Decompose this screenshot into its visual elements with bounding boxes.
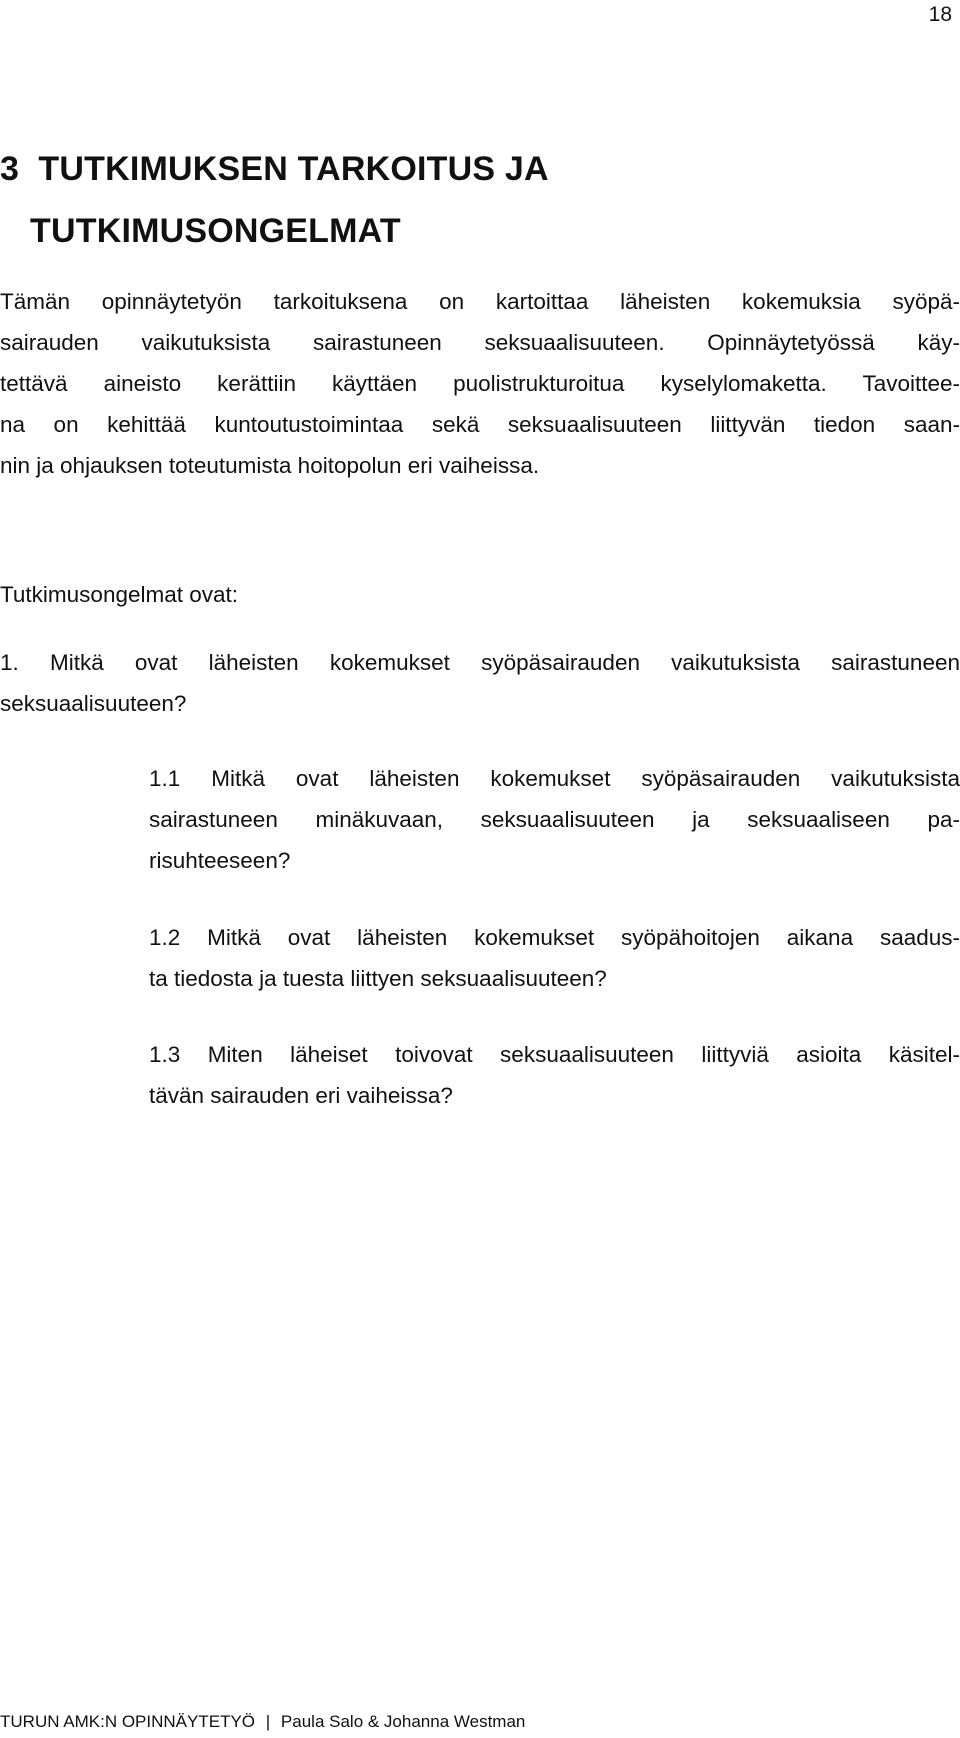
research-problems-label-text: Tutkimusongelmat ovat:	[0, 582, 239, 607]
research-question-1-3-line: tävän sairauden eri vaiheissa?	[149, 1083, 453, 1108]
research-question-1-1-line: risuhteeseen?	[149, 848, 291, 873]
research-question-1-1	[149, 758, 960, 881]
research-question-1-3	[149, 1034, 960, 1116]
research-question-1-line: seksuaalisuuteen?	[0, 691, 187, 716]
intro-line: tettävä aineisto kerättiin käyttäen puolistrukturoitua kyselylomaketta. Tavoittee-	[0, 371, 960, 396]
intro-line: sairauden vaikutuksista sairastuneen seksuaalisuuteen. Opinnäytetyössä käy-	[0, 330, 960, 355]
chapter-heading	[0, 138, 549, 262]
footer-authors: Paula Salo & Johanna Westman	[280, 1712, 526, 1731]
intro-line: nin ja ohjauksen toteutumista hoitopolun eri vaiheissa.	[0, 453, 540, 478]
research-question-1-1-line: sairastuneen minäkuvaan, seksuaalisuuteen ja seksuaaliseen pa-	[149, 807, 960, 832]
research-question-1-1-line: 1.1 Mitkä ovat läheisten kokemukset syöpäsairauden vaikutuksista	[149, 766, 960, 791]
page-number: 18	[928, 3, 952, 26]
research-question-1-2-line: ta tiedosta ja tuesta liittyen seksuaalisuuteen?	[149, 966, 607, 991]
research-question-1-3-line: 1.3 Miten läheiset toivovat seksuaalisuuteen liittyviä asioita käsitel-	[149, 1042, 960, 1067]
intro-paragraph	[0, 281, 960, 486]
research-question-1-2-line: 1.2 Mitkä ovat läheisten kokemukset syöpähoitojen aikana saadus-	[149, 925, 960, 950]
footer-institution: TURUN AMK:N OPINNÄYTETYÖ	[0, 1712, 256, 1731]
footer-separator: |	[265, 1712, 271, 1731]
page-footer	[0, 1711, 525, 1733]
intro-line: na on kehittää kuntoutustoimintaa sekä seksuaalisuuteen liittyvän tiedon saan-	[0, 412, 960, 437]
research-question-1-2	[149, 917, 960, 999]
research-question-1	[0, 642, 960, 724]
intro-line: Tämän opinnäytetyön tarkoituksena on kartoittaa läheisten kokemuksia syöpä-	[0, 289, 960, 314]
research-question-1-line: 1. Mitkä ovat läheisten kokemukset syöpäsairauden vaikutuksista sairastuneen	[0, 650, 960, 675]
research-problems-label	[0, 574, 960, 615]
chapter-heading-line-2: TUTKIMUSONGELMAT	[30, 212, 401, 250]
chapter-heading-line-1: 3 TUTKIMUKSEN TARKOITUS JA	[0, 150, 549, 188]
